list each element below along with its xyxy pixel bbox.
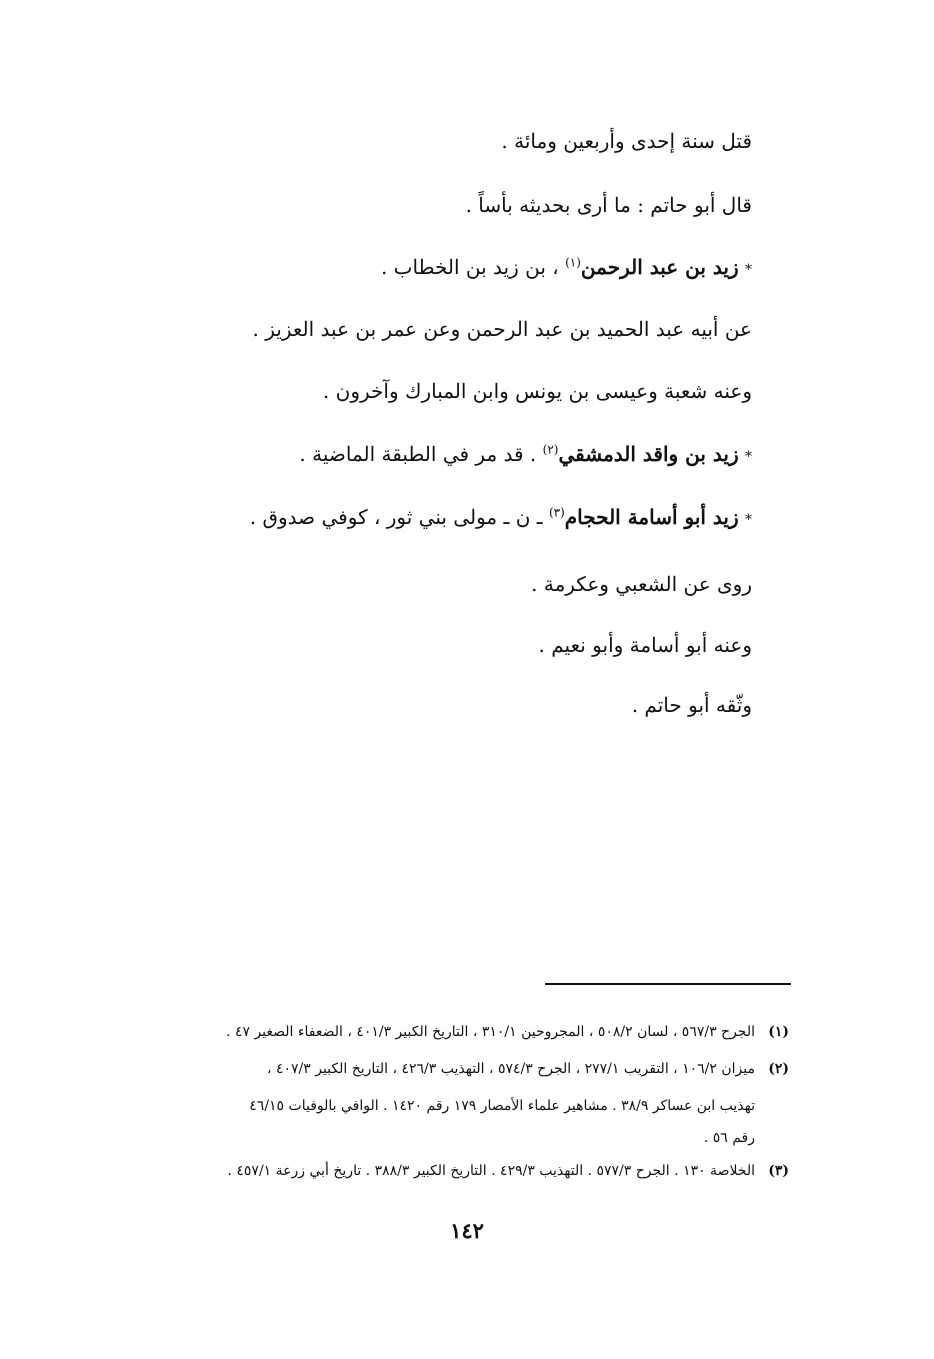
- footnote-ref: (٣): [548, 505, 565, 520]
- footnote-text: ميزان ١٠٦/٢ ، التقريب ٢٧٧/١ ، الجرح ٥٧٤/٣ ، التهذيب ٤٢٦/٣ ، التاريخ الكبير ٤٠٧/٣ ،: [267, 1061, 755, 1077]
- entry-text: . قد مر في الطبقة الماضية .: [299, 442, 537, 466]
- entry-bullet: *: [745, 262, 752, 278]
- entry-text: ، بن زيد بن الخطاب .: [380, 255, 559, 279]
- entry-name: زيد أبو أسامة الحجام: [564, 505, 739, 529]
- entry-name: زيد بن واقد الدمشقي: [558, 442, 739, 466]
- text-line: قال أبو حاتم : ما أرى بحديثه بأساً .: [465, 193, 752, 217]
- entry-text: ـ ن ـ مولى بني ثور ، كوفي صدوق .: [249, 505, 543, 529]
- footnote-continuation: رقم ٥٦ .: [703, 1130, 755, 1146]
- footnote: [115, 1021, 789, 1043]
- footnote: [115, 1058, 789, 1080]
- biography-entry: [120, 252, 752, 285]
- text-line: قتل سنة إحدى وأربعين ومائة .: [501, 129, 752, 153]
- entry-bullet: *: [745, 512, 752, 528]
- footnote: [115, 1160, 789, 1182]
- text-line: روى عن الشعبي وعكرمة .: [531, 572, 752, 596]
- entry-bullet: *: [745, 449, 752, 465]
- footnote-number: (٣): [768, 1163, 789, 1179]
- biography-entry: [120, 502, 752, 535]
- page-number: ١٤٢: [450, 1218, 484, 1243]
- text-line: وثّقه أبو حاتم .: [631, 693, 752, 717]
- text-line: عن أبيه عبد الحميد بن عبد الرحمن وعن عمر بن عبد العزيز .: [252, 317, 752, 341]
- footnote-ref: (١): [565, 255, 581, 270]
- text-line: وعنه أبو أسامة وأبو نعيم .: [538, 633, 752, 657]
- footnote-ref: (٢): [542, 442, 559, 457]
- footnote-number: (٢): [768, 1061, 789, 1077]
- entry-name: زيد بن عبد الرحمن: [580, 255, 739, 279]
- footnote-text: الجرح ٥٦٧/٣ ، لسان ٥٠٨/٢ ، المجروحين ٣١٠/١ ، التاريخ الكبير ٤٠١/٣ ، الضعفاء الصغير ٤٧ .: [226, 1024, 755, 1040]
- footnote-divider: [545, 983, 791, 985]
- footnote-continuation: تهذيب ابن عساكر ٣٨/٩ . مشاهير علماء الأمصار ١٧٩ رقم ١٤٢٠ . الوافي بالوفيات ٤٦/١٥: [249, 1098, 755, 1114]
- text-line: وعنه شعبة وعيسى بن يونس وابن المبارك وآخرون .: [322, 379, 752, 403]
- footnote-text: الخلاصة ١٣٠ . الجرح ٥٧٧/٣ . التهذيب ٤٢٩/٣ . التاريخ الكبير ٣٨٨/٣ . تاريخ أبي زرعة ٤٥٧/١ .: [227, 1163, 755, 1179]
- biography-entry: [120, 439, 752, 472]
- footnote-number: (١): [768, 1024, 789, 1040]
